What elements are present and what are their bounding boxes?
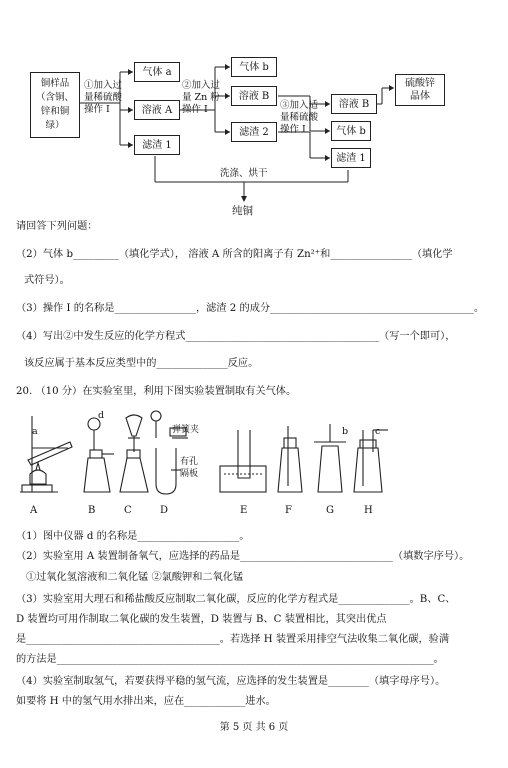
solution-b-box: 溶液 B <box>231 86 277 106</box>
step2-label: ②加入过 量 Zn 粉 操作 I <box>182 80 221 115</box>
q20-line7: 的方法是__________________________________________________________________________。 <box>16 654 444 665</box>
q19-q2-line2: 式符号）。 <box>24 275 70 286</box>
q20-line9: 如要将 H 中的氢气用水排出来，应在____________进水。 <box>16 696 276 707</box>
residue-1b-box: 滤渣 1 <box>331 148 371 168</box>
zinc-sulfate-box: 硫酸锌 晶体 <box>395 74 445 106</box>
q19-q4-line1: （4）写出②中发生反应的化学方程式______________________________________（写一个即可）， <box>16 331 456 342</box>
page-footer: 第 5 页 共 6 页 <box>219 722 289 733</box>
apparatus-label-f: F <box>285 505 292 516</box>
q20-line2: （2）实验室用 A 装置制备氧气，应选择的药品是______________________________（填数字序号）。 <box>16 551 470 562</box>
apparatus-label-d: D <box>160 505 169 516</box>
q19-q4-line2: 该反应属于基本反应类型中的______________反应。 <box>24 358 259 369</box>
label-clip: 弹簧夹 <box>172 425 200 435</box>
apparatus-label-c: C <box>124 505 132 516</box>
q20-line8: （4）实验室制取氢气，若要获得平稳的氢气流，应选择的发生装置是________（填字母序号）。 <box>16 676 446 687</box>
q20-line5: D 装置均可用作制取二氧化碳的发生装置，D 装置与 B、C 装置相比，其突出优点 <box>16 614 387 625</box>
label-b: b <box>342 426 349 437</box>
q20-title: 20. （10 分）在实验室里，利用下图实验装置制取有关气体。 <box>16 386 297 397</box>
step1-label: ①加入过 量稀硫酸 操作 I <box>84 80 123 115</box>
label-c: c <box>375 426 381 437</box>
label-d: d <box>98 410 105 421</box>
residue-1-box: 滤渣 1 <box>134 135 180 155</box>
gas-b-box: 气体 b <box>231 57 277 77</box>
label-a: a <box>32 426 38 437</box>
q20-line1: （1）图中仪器 d 的名称是____________________。 <box>16 531 250 542</box>
apparatus-label-h: H <box>364 505 373 516</box>
q19-intro: 请回答下列问题： <box>16 221 98 232</box>
apparatus-figure <box>10 408 400 500</box>
apparatus-label-b: B <box>88 505 96 516</box>
solution-a-box: 溶液 A <box>134 100 180 120</box>
label-plate2: 隔板 <box>180 469 199 479</box>
apparatus-label-a: A <box>30 505 38 516</box>
q19-q3: （3）操作 I 的名称是________________，滤渣 2 的成分________________________________________。 <box>16 303 485 314</box>
q19-q2-line1: （2）气体 b_________（填化学式）， 溶液 A 所含的阳离子有 Zn²⁺和________________（填化学 <box>16 249 453 260</box>
q20-line4: （3）实验室用大理石和稀盐酸反应制取二氧化碳，反应的化学方程式是______________。B、C、 <box>16 594 456 605</box>
raw-sample-box: 铜样品 （含铜、 锌和铜 绿） <box>30 72 80 138</box>
gas-b2-box: 气体 b <box>331 121 371 141</box>
apparatus-label-e: E <box>240 505 248 516</box>
pure-copper-label: 纯铜 <box>232 205 253 217</box>
q20-line3: ①过氧化氢溶液和二氧化锰 ②氯酸钾和二氧化锰 <box>26 572 244 583</box>
solution-b2-box: 溶液 B <box>331 94 377 114</box>
residue-2-box: 滤渣 2 <box>231 122 277 142</box>
wash-dry-label: 洗涤、烘干 <box>220 168 268 179</box>
apparatus-label-g: G <box>326 505 334 516</box>
q20-line6: 是______________________________________。若选择 H 装置采用排空气法收集二氧化碳，验满 <box>16 634 450 645</box>
gas-a-box: 气体 a <box>134 62 180 82</box>
step3-label: ③加入适 量稀硫酸 操作 I <box>280 100 319 135</box>
label-plate1: 有孔 <box>180 457 199 467</box>
